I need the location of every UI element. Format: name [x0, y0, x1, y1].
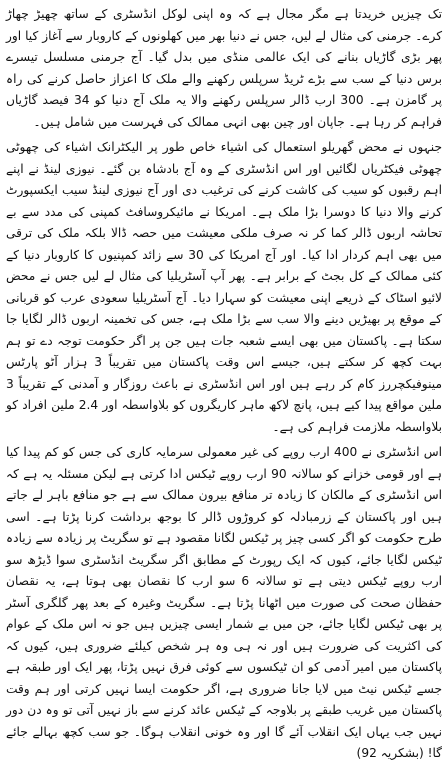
article-paragraph-2: جنہوں نے محض گھریلو استعمال کی اشیاء خاص طور پر الیکٹرانک اشیاء کی چھوٹی چھوٹی فیکٹریاں لگائیں اور اس انڈسٹری کے وہ آج بادشاہ بن گئے۔ نیوزی لینڈ نے اپنے اہم رقبوں کو سیب کی کاشت کرنے کی ترغیب دی اور آج نیوزی لینڈ سیب ایکسپورٹ کرنے والا دنیا کا دوسرا بڑا ملک ہے۔ امریکا نے مائیکروسافٹ کمپنی کی مدد سے بے تحاشہ اربوں ڈالر کما کر نہ صرف ملکی معیشت میں حصہ ڈالا بلکہ ملک کی ترقی میں بھی اہم کردار ادا کیا۔ اور آج امریکا کی 30 سے زائد کمپنیوں کا کاروبار دنیا کے کئی ممالک کے کل بجٹ کے برابر ہے۔ پھر آپ آسٹریلیا کی مثال لے لیں جس نے محض لائیو اسٹاک کے ذریعے اپنی معیشت کو سہارا دیا۔ آج آسٹریلیا سعودی عرب کو قربانی کے موقع پر بھیڑیں دینے والا سب سے بڑا ملک ہے، جس کی تخمینہ اربوں ڈالر لگایا جا سکتا ہے۔ پاکستان میں بھی ایسے شعبہ جات ہیں جن پر اگر حکومت توجہ دے تو ہم بہت کچھ کر سکتے ہیں، جیسے اس وقت پاکستان میں تقریباً 3 ہزار آٹو پارٹس مینوفیکچررز کام کر رہے ہیں اور اس انڈسٹری نے باعث روزگار و آمدنی کے تقریباً 3 ملین مواقع پیدا کیے ہیں، پانچ لاکھ ماہر کاریگروں کو بلاواسطہ اور 2.4 ملین افراد کو بلاواسطہ ملازمت فراہم کی ہے۔: [6, 140, 442, 434]
article-paragraph-1: تک چیزیں خریدتا ہے مگر مجال ہے کہ وہ اپنی لوکل انڈسٹری کے ساتھ چھیڑ چھاڑ کرے۔ جرمنی کی مثال لے لیں، جس نے دنیا بھر میں کھلونوں کے کاروبار سے آغاز کیا اور پھر بڑی گاڑیاں بنانے کی ایک عالمی منڈی میں بدل گیا۔ آج جرمنی مسلسل تیسرے برس دنیا کے سب سے بڑے ٹریڈ سرپلس رکھنے والے ملک کا اعزاز حاصل کرنے کی راہ پر گامزن ہے۔ 300 ارب ڈالر سرپلس رکھنے والا یہ ملک آج دنیا کو 34 فیصد گاڑیاں فراہم کر رہا ہے۔ جاپان اور چین بھی انہی ممالک کی فہرست میں شامل ہیں۔: [6, 7, 442, 129]
article-paragraph-3: اس انڈسٹری نے 400 ارب روپے کی غیر معمولی سرمایہ کاری کی جس کو کم پیدا کیا ہے اور قومی خزانے کو سالانہ 90 ارب روپے ٹیکس ادا کرتی ہے لیکن مسئلہ یہ ہے کہ اس انڈسٹری کے مالکان کا زیادہ تر منافع بیرون ممالک سے ہے جو منافع باہر لے جاتے ہیں اور پاکستان کے زرمبادلہ کو کروڑوں ڈالر کا بوجھ برداشت کرنا پڑتا ہے۔ اسی طرح حکومت کو اگر کسی چیز پر ٹیکس لگانا مقصود ہے تو سگریٹ پر زیادہ سے زیادہ ٹیکس لگایا جائے، کیوں کہ ایک رپورٹ کے مطابق اگر سگریٹ انڈسٹری سوا ڈیڑھ سو ارب روپے ٹیکس دیتی ہے تو سالانہ 6 سو ارب کا نقصان بھی ہوتا ہے، یہ نقصان حفظان صحت کی صورت میں اٹھانا پڑتا ہے۔ سگریٹ وغیرہ کے بعد پھر گلگری آسٹر پر بھی ٹیکس لگایا جائے، جن میں بے شمار ایسی چیزیں ہیں جو نہ اس ملک کے عوام کی اکثریت کی ضرورت ہیں اور نہ ہی وہ ہر شخص کیلئے ضروری ہیں، کیوں کہ پاکستان میں امیر آدمی کو ان ٹیکسوں سے کوئی فرق نہیں پڑتا، پھر ایک اور طبقہ ہے جسے ٹیکس نیٹ میں لایا جانا ضروری ہے، اگر حکومت ایسا نہیں کرتی اور ہم وقت پاکستان میں غریب طبقے پر بلاوجہ کے ٹیکس عائد کرنے سے باز نہیں آتی تو وہ دن دور نہیں جب یہاں ایک انقلاب آئے گا اور وہ خونی انقلاب ہوگا۔ جو سب کچھ بہالے جائے گا! (بشکریہ 92): [6, 445, 443, 760]
